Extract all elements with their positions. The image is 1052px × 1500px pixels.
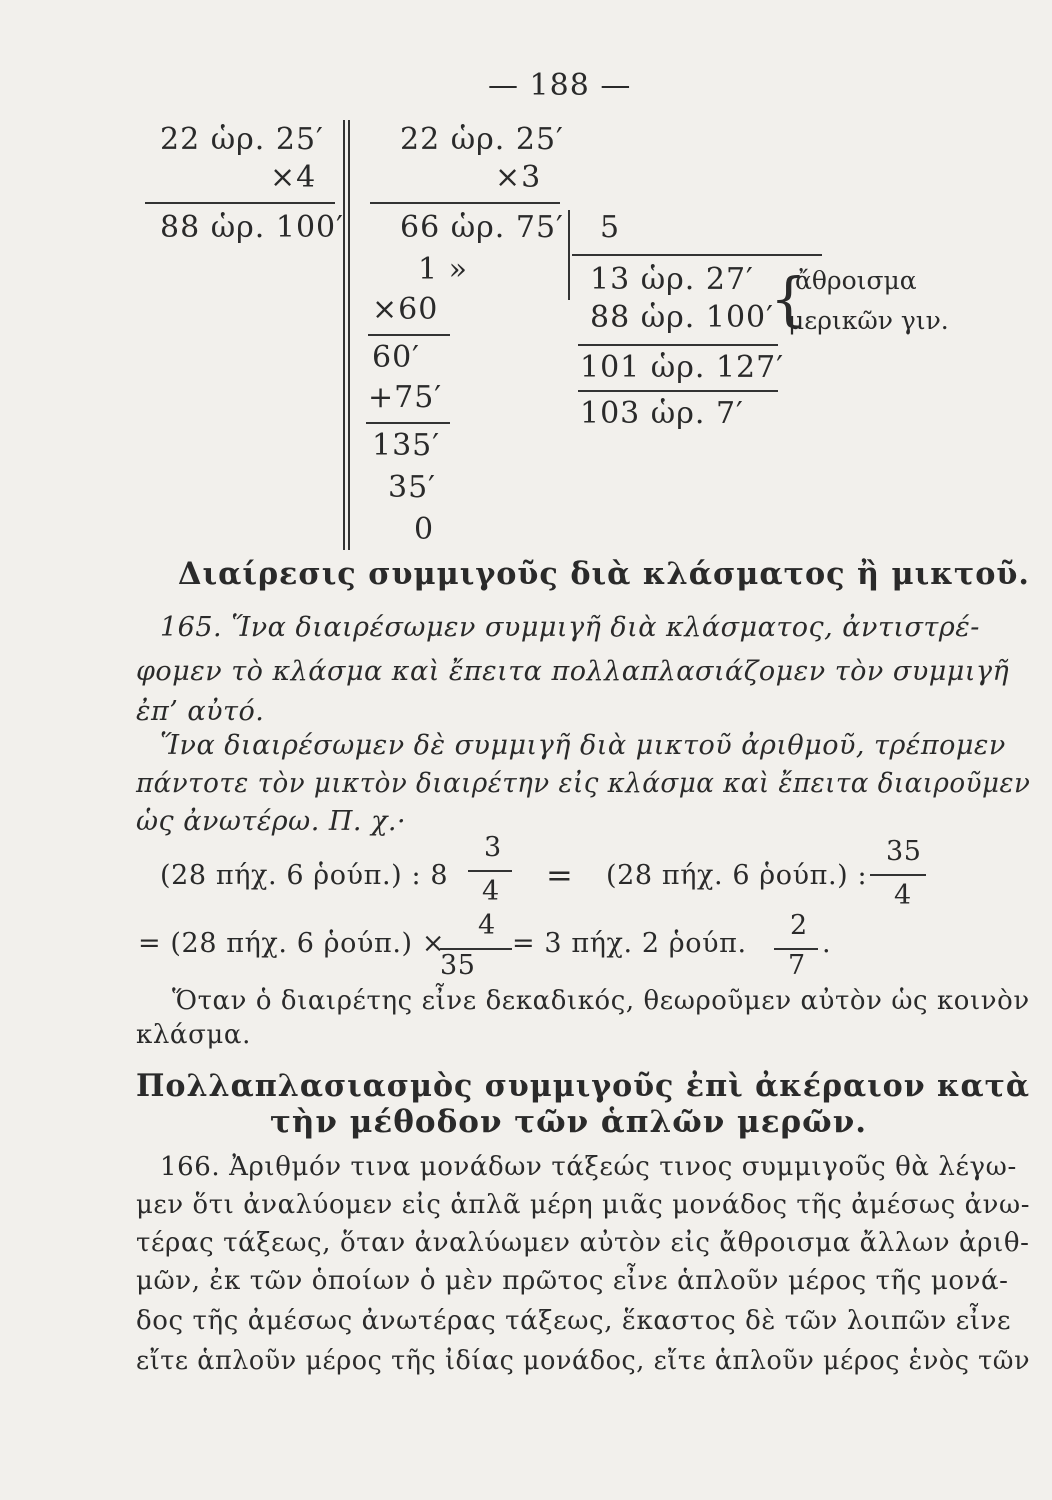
para-166-line5: δος τῆς ἀμέσως ἀνωτέρας τάξεως, ἕκαστος δὲ τῶν λοιπῶν εἶνε (136, 1306, 1012, 1336)
calc-mid-row6: 60′ (372, 340, 420, 375)
calc-left-result: 88 ὡρ. 100′ (160, 210, 344, 245)
para-166-line6: εἴτε ἁπλοῦν μέρος τῆς ἰδίας μονάδος, εἴτε ἁπλοῦν μέρος ἑνὸς τῶν (136, 1346, 1031, 1376)
para-166-line2: μεν ὅτι ἀναλύομεν εἰς ἁπλᾶ μέρη μιᾶς μονάδος τῆς ἀμέσως ἀνω- (136, 1190, 1031, 1220)
formula-frac1-den: 4 (482, 876, 500, 907)
vertical-divider-2 (348, 120, 350, 550)
para-decimal-line1: Ὅταν ὁ διαιρέτης εἶνε δεκαδικός, θεωροῦμεν αὐτὸν ὡς κοινὸν (172, 986, 1030, 1016)
para-166-line3: τέρας τάξεως, ὅταν ἀναλύωμεν αὐτὸν εἰς ἄθροισμα ἄλλων ἀριθ- (136, 1228, 1030, 1258)
calc-right-r3: 101 ὡρ. 127′ (580, 350, 785, 385)
para-165-line4: Ἵνα διαιρέσωμεν δὲ συμμιγῆ διὰ μικτοῦ ἀριθμοῦ, τρέπομεν (160, 730, 1006, 761)
formula-frac1-bar (468, 870, 512, 872)
para-165-line1: 165. Ἵνα διαιρέσωμεν συμμιγῆ διὰ κλάσματος, ἀντιστρέ- (160, 612, 980, 643)
formula-frac3-num: 4 (478, 910, 496, 941)
calc-mid-row10: 0 (414, 512, 435, 547)
calc-mid-rule2 (368, 334, 450, 336)
formula-lhs: (28 πήχ. 6 ῥούπ.) : 8 (160, 860, 449, 891)
calc-right-note1: ἄθροισμα (795, 266, 917, 295)
formula-period: . (822, 928, 832, 959)
formula-line2-mid: = 3 πήχ. 2 ῥούπ. (512, 928, 747, 959)
calc-right-r1: 13 ὡρ. 27′ (590, 262, 754, 297)
para-165-line2: φομεν τὸ κλάσμα καὶ ἔπειτα πολλαπλασιάζομεν τὸν συμμιγῆ (136, 656, 1010, 687)
formula-frac2-bar (870, 874, 926, 876)
calc-mid-rule3 (366, 422, 450, 424)
formula-frac4-num: 2 (790, 910, 808, 941)
calc-right-rule3 (578, 390, 778, 392)
para-decimal-line2: κλάσμα. (136, 1020, 251, 1050)
calc-right-brace: { (770, 265, 807, 333)
calc-left-rule (145, 202, 335, 204)
formula-frac3-den: 35 (440, 950, 476, 981)
section-heading-multiplication-line1: Πολλαπλασιασμὸς συμμιγοῦς ἐπὶ ἀκέραιον κατὰ (136, 1068, 1031, 1104)
calc-right-r4: 103 ὡρ. 7′ (580, 396, 744, 431)
calc-right-divisor: 5 (600, 210, 621, 245)
calc-left-mult: ×4 (270, 160, 317, 195)
para-166-line4: μῶν, ἐκ τῶν ὁποίων ὁ μὲν πρῶτος εἶνε ἁπλοῦν μέρος τῆς μονά- (136, 1266, 1009, 1296)
para-165-line3: ἐπ’ αὐτό. (136, 696, 265, 727)
calc-mid-row9: 35′ (388, 470, 436, 505)
section-heading-division: Διαίρεσις συμμιγοῦς διὰ κλάσματος ἢ μικτοῦ. (178, 556, 1030, 592)
calc-right-r2: 88 ὡρ. 100′ (590, 300, 774, 335)
vertical-divider-1 (343, 120, 345, 550)
calc-mid-row5: ×60 (372, 292, 439, 327)
formula-eq: = (546, 856, 574, 894)
page-number: — 188 — (488, 68, 632, 103)
calc-right-rule2 (578, 344, 778, 346)
calc-mid-row8: 135′ (372, 428, 441, 463)
calc-mid-mult: ×3 (495, 160, 542, 195)
calc-mid-row3: 66 ὡρ. 75′ (400, 210, 564, 245)
para-165-line6: ὡς ἀνωτέρω. Π. χ.· (136, 806, 407, 837)
formula-frac1-num: 3 (484, 832, 502, 863)
calc-left-row1: 22 ὡρ. 25′ (160, 122, 324, 157)
calc-mid-row1: 22 ὡρ. 25′ (400, 122, 564, 157)
calc-right-rule1 (572, 254, 822, 256)
calc-mid-rule1 (370, 202, 560, 204)
formula-frac2-num: 35 (886, 836, 922, 867)
formula-line2-lhs: = (28 πήχ. 6 ῥούπ.) × (138, 928, 446, 959)
calc-right-note2: μερικῶν γιν. (788, 306, 949, 335)
calc-mid-row7: +75′ (368, 380, 443, 415)
calc-right-divider (568, 210, 570, 300)
formula-frac2-den: 4 (894, 880, 912, 911)
formula-frac4-den: 7 (788, 950, 806, 981)
formula-rhs: (28 πήχ. 6 ῥούπ.) : (606, 860, 868, 891)
section-heading-multiplication-line2: τὴν μέθοδον τῶν ἁπλῶν μερῶν. (270, 1104, 867, 1140)
para-166-line1: 166. Ἀριθμόν τινα μονάδων τάξεώς τινος συμμιγοῦς θὰ λέγω- (160, 1152, 1017, 1182)
calc-mid-row4: 1 » (418, 252, 468, 287)
para-165-line5: πάντοτε τὸν μικτὸν διαιρέτην εἰς κλάσμα καὶ ἔπειτα διαιροῦμεν (136, 768, 1031, 799)
